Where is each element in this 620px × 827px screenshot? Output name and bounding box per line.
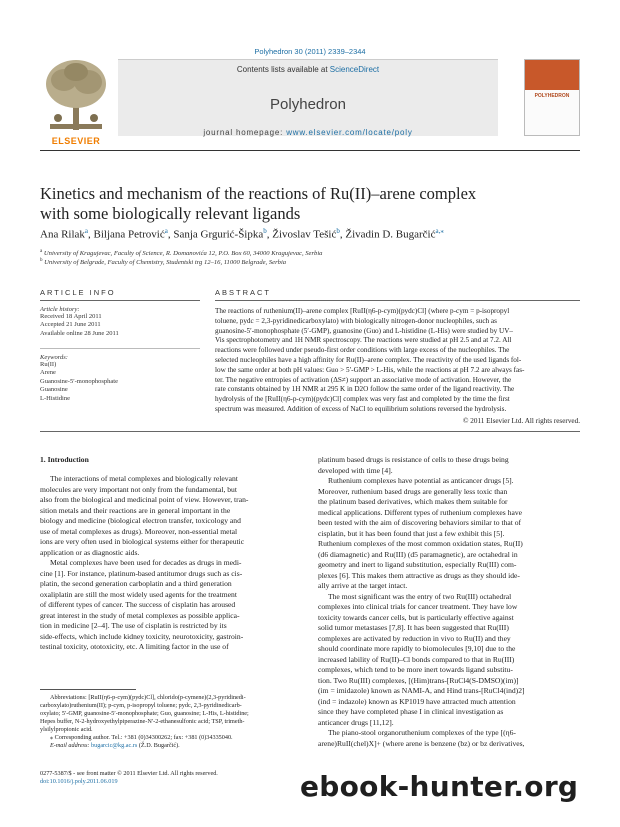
text-line: plexes [6]. This makes them attractive as drugs as they should ide- [318, 570, 520, 580]
keyword: Guanosine-5′-monophosphate [40, 377, 118, 385]
abstract-body [215, 307, 580, 415]
text-line: great interest in the study of metal complexes as possible applica- [40, 610, 240, 620]
abstract-line: hydrolysis of the [RuII(η6-p-cym)(pydc)Cl] complex was very fast and completed by the time the first [215, 395, 510, 404]
bottom-metadata [40, 770, 300, 786]
text-line: toxicity towards cancer cells, but is particularly effective against [318, 612, 514, 622]
author[interactable]: Živadin D. Bugarčić [345, 228, 436, 241]
email-link[interactable]: bugarcic@kg.ac.rs [91, 742, 138, 749]
keyword: Arene [40, 369, 56, 377]
text-line: The most significant was the entry of two Ru(III) octahedral [328, 591, 512, 601]
sciencedirect-link[interactable]: ScienceDirect [329, 65, 380, 74]
corresponding-author: ⁎ Corresponding author. Tel.: +381 (0)34300262; fax: +381 (0)34335040. [50, 734, 233, 741]
text-line: arene)RuII(chel)X]+ (where arene is benzene (bz) or bz derivatives, [318, 738, 525, 748]
author-affiliation-mark[interactable]: a [164, 227, 168, 235]
journal-citation[interactable]: Polyhedron 30 (2011) 2339–2344 [254, 47, 366, 56]
contents-prefix: Contents lists available at [236, 65, 330, 74]
paragraph [318, 476, 580, 592]
abstract-line: rate constants obtained by 1H NMR at 295 K in D2O follow the same order of the ligand reactivity. The [215, 385, 515, 394]
text-line: (ind = indazole) known as KP1019 have attracted much attention [318, 696, 516, 706]
text-line: complexes are activated by reduction in vivo to Ru(II) and they [318, 633, 511, 643]
text-line: of different types of cancer. The success of cisplatin has aroused [40, 600, 236, 609]
text-line: platinum based drugs is resistance of cells to these drugs being [318, 455, 509, 464]
left-column [40, 474, 300, 653]
paragraph [318, 455, 580, 476]
text-line: sition metals and their reactions are in general important in the [40, 505, 231, 515]
text-line: the platinum based derivatives, which makes them suitable for [318, 497, 508, 506]
history-label: Article history: [40, 306, 80, 313]
text-line: side-effects, which include kidney toxicity, neurotoxicity, gastroin- [40, 631, 244, 641]
text-line: oxaliplatin are still the most widely used agents for the treatment [40, 589, 237, 599]
abstract-bottom-rule [40, 431, 580, 432]
text-line: solid tumor metastases [7,8]. It has been suggested that Ru(III) [318, 623, 509, 632]
history-accepted: Accepted 21 June 2011 [40, 321, 101, 329]
email-suffix: (Ž.D. Bugarčić). [137, 742, 180, 749]
abstract-line: reactions were followed under pseudo-first order conditions with large excess of the nucleophiles. The [215, 346, 510, 355]
abstract-heading: ABSTRACT [215, 288, 272, 297]
author-affiliation-mark[interactable]: a [84, 227, 89, 235]
title-line-2: with some biologically relevant ligands [40, 203, 301, 223]
text-line: molecules are very important not only from the fundamental, but [40, 484, 237, 494]
footnote-rule [40, 689, 136, 690]
text-line: biology and medicine (biological electron transfer, toxicology and [40, 516, 241, 525]
article-info-heading: ARTICLE INFO [40, 288, 116, 297]
text-line: cisplatin, but it has been found that just a few exhibit this [5]. [318, 528, 505, 538]
cover-title: POLYHEDRON [534, 93, 570, 99]
text-line: been tested with the aim of discovering behaviors similar to that of [318, 518, 522, 527]
issn-line: 0277-5387/$ - see front matter © 2011 Elsevier Ltd. All rights reserved. [40, 770, 218, 777]
affiliation-text: University of Kragujevac, Faculty of Science, R. Domanovića 12, P.O. Box 60, 34000 Kragujevac, Serbia [43, 250, 323, 258]
journal-homepage [118, 128, 498, 137]
abstract-line: guanosine-5′-monophosphate (5′-GMP), guanosine (Guo) and L-histidine (L-His) were studied by UV– [215, 326, 513, 335]
text-line: (im = imidazole) known as NAMI-A, and Hind trans-[RuCl4(ind)2] [318, 686, 525, 695]
keyword: Ru(II) [40, 361, 57, 368]
article-title [40, 184, 580, 223]
abstract-copyright: © 2011 Elsevier Ltd. All rights reserved. [463, 417, 580, 425]
text-line: complexes into clinical trials for cancer treatment. They have low [318, 602, 518, 611]
abstract-rule [215, 300, 580, 301]
affiliation-text: University of Belgrade, Faculty of Chemistry, Studentski trg 12–16, 11000 Belgrade, Serbia [44, 259, 287, 267]
abstract-line: Vis spectrophotometry and 1H NMR spectroscopy. The reactions were studied at pH 2.5 and at 7.2. All [215, 336, 512, 345]
text-line: The interactions of metal complexes and biologically relevant [50, 474, 238, 483]
cover-band [525, 60, 579, 90]
text-line: Ruthenium complexes have potential as anticancer drugs [5]. [328, 476, 514, 485]
affiliation [40, 258, 580, 266]
text-line: application or as diagnostic aids. [40, 547, 140, 557]
text-line: anticancer drugs [11,12]. [318, 717, 394, 727]
text-line: increased lability of Ru(II)–Cl bonds compared to that in Ru(III) [318, 654, 515, 664]
text-line: (d6 diamagnetic) and Ru(III) (d5 paramagnetic), are octahedral in [318, 549, 518, 559]
abstract-line: low the same order at both pH values: Guo > 5′-GMP > L-His, while the reactions at pH 7.2 are always fas- [215, 365, 525, 374]
text-line: medical applications. Different types of ruthenium complexes have [318, 507, 522, 517]
publisher-name: ELSEVIER [51, 136, 101, 146]
author[interactable]: Sanja Grgurić-Šipka [173, 228, 264, 241]
author-separator: , [88, 228, 94, 241]
article-history [40, 306, 200, 338]
history-received: Received 18 April 2011 [40, 313, 102, 320]
author-separator: , [167, 228, 174, 241]
paragraph [318, 592, 580, 729]
author-affiliation-mark[interactable]: b [336, 227, 340, 235]
keyword: Guanosine [40, 386, 68, 394]
abbreviations-line: Hepes buffer, N-2-hydroxyethylpiperazine-N′-2-ethanesulfonic acid; TSP, trimeth- [40, 718, 245, 725]
text-line: cine [1]. For instance, platinum-based antitumor drugs such as cis- [40, 568, 243, 578]
text-line: tion. Two Ru(III) complexes, [(Him)trans-[RuCl4(S-DMSO)(im)] [318, 675, 519, 685]
text-line: tion in medicine [2–4]. The use of cisplatin is restricted by its [40, 621, 227, 630]
text-line: Ruthenium complexes of the most common oxidation states, Ru(II) [318, 539, 523, 548]
footnotes [40, 694, 300, 750]
author-affiliation-mark[interactable]: b [263, 227, 267, 235]
elsevier-tree-logo [40, 58, 112, 146]
paragraph [318, 728, 580, 749]
abstract-line: toluene, pydc = 2,3-pyridinedicarboxylato) with biologically nitrogen-donor nucleophiles, such as [215, 316, 497, 325]
text-line: Moreover, ruthenium based drugs are generally less toxic than [318, 486, 508, 496]
abbreviations-line: oxylato; 5′-GMP, guanosine-5′-monophosphate; Guo, guanosine; L-His, L-histidine; [40, 710, 249, 717]
article-info-rule [40, 300, 200, 301]
text-line: testinal toxicity, ototoxicity, etc. A limiting factor in the use of [40, 642, 229, 651]
text-line: geometry and inert to ligand substitution, especially Ru(III) com- [318, 560, 517, 569]
paragraph [40, 474, 300, 558]
keywords-divider [40, 348, 200, 349]
abstract-line: selected nucleophiles have a high affinity for Ru(II)–arene complex. The reactivity of the used ligands fol- [215, 355, 522, 364]
header-rule [40, 150, 580, 151]
affiliation-mark: a [40, 249, 43, 254]
abbreviations-line: carboxylato)ruthenium(II); p-cym, p-isopropyl toluene; pydc, 2,3-pyridinedicarb- [40, 702, 242, 709]
contents-line [118, 65, 498, 74]
affiliation [40, 249, 580, 257]
doi-link[interactable]: doi:10.1016/j.poly.2011.06.019 [40, 778, 118, 785]
section-heading-introduction: 1. Introduction [40, 455, 89, 464]
author[interactable]: Ana Rilak [40, 228, 85, 241]
watermark-text: ebook-hunter.org [300, 770, 579, 803]
history-online: Available online 28 June 2011 [40, 329, 119, 337]
text-line: The piano-stool organoruthenium complexes of the type [(η6- [328, 728, 516, 737]
affiliation-mark: b [40, 258, 43, 263]
text-line: ally arrive at the target intact. [318, 581, 408, 590]
paragraph [40, 558, 300, 653]
email-label: E-mail address: [50, 742, 92, 749]
keyword: L-Histidine [40, 394, 70, 402]
journal-title: Polyhedron [270, 96, 346, 113]
text-line: Metal complexes have been used for decades as drugs in medi- [50, 558, 242, 567]
abstract-line: spectrum was measured. Addition of excess of NaCl to equilibrium solutions reversed the hydrolysis. [215, 404, 507, 413]
text-line: since they have completed phase I in clinical investigation as [318, 707, 504, 716]
text-line: also from the biological and medicinal point of view. However, tran- [40, 495, 249, 504]
abbreviations-line: Abbreviations: [RuII(η6-p-cym)(pydc)Cl], chlorido(p-cymene)(2,3-pyridinedi- [50, 694, 246, 701]
text-line: platin, the second generation carboplatin and a third generation [40, 579, 232, 588]
text-line: complexes, which tend to be more inert towards ligand substitu- [318, 665, 513, 674]
author-affiliation-mark[interactable]: a,⁎ [435, 227, 444, 235]
text-line: ions are very often used in biological systems either for therapeutic [40, 537, 245, 546]
author[interactable]: Biljana Petrović [93, 228, 165, 241]
title-line-1: Kinetics and mechanism of the reactions of Ru(II)–arene complex [40, 184, 477, 203]
author[interactable]: Živoslav Tešić [272, 228, 337, 241]
author-separator: , [339, 228, 346, 241]
journal-cover-thumbnail[interactable] [524, 59, 580, 136]
keywords-label: Keywords: [40, 354, 68, 361]
homepage-prefix: journal homepage: [203, 128, 287, 137]
text-line: use of metal complexes as drugs). Moreover, non-essential metal [40, 526, 238, 536]
text-line: should coordinate more rapidly to biomolecules [9,10] due to the [318, 644, 516, 653]
keywords-block [40, 354, 200, 403]
abstract-line: ter. The negative entropies of activation (ΔS≠) support an associative mode of activation. However, the [215, 375, 512, 384]
author-separator: , [266, 228, 273, 241]
abstract-line: The reactions of ruthenium(II)–arene complex [RuII(η6-p-cym)(pydc)Cl] (where p-cym = p-isopropyl [215, 307, 510, 315]
author-list [40, 227, 580, 241]
text-line: developed with time [4]. [318, 465, 393, 475]
right-column [318, 455, 580, 749]
abbreviations-line: ylsilylpropionic acid. [40, 726, 93, 733]
email-line [40, 742, 300, 750]
homepage-link[interactable]: www.elsevier.com/locate/poly [286, 128, 413, 137]
